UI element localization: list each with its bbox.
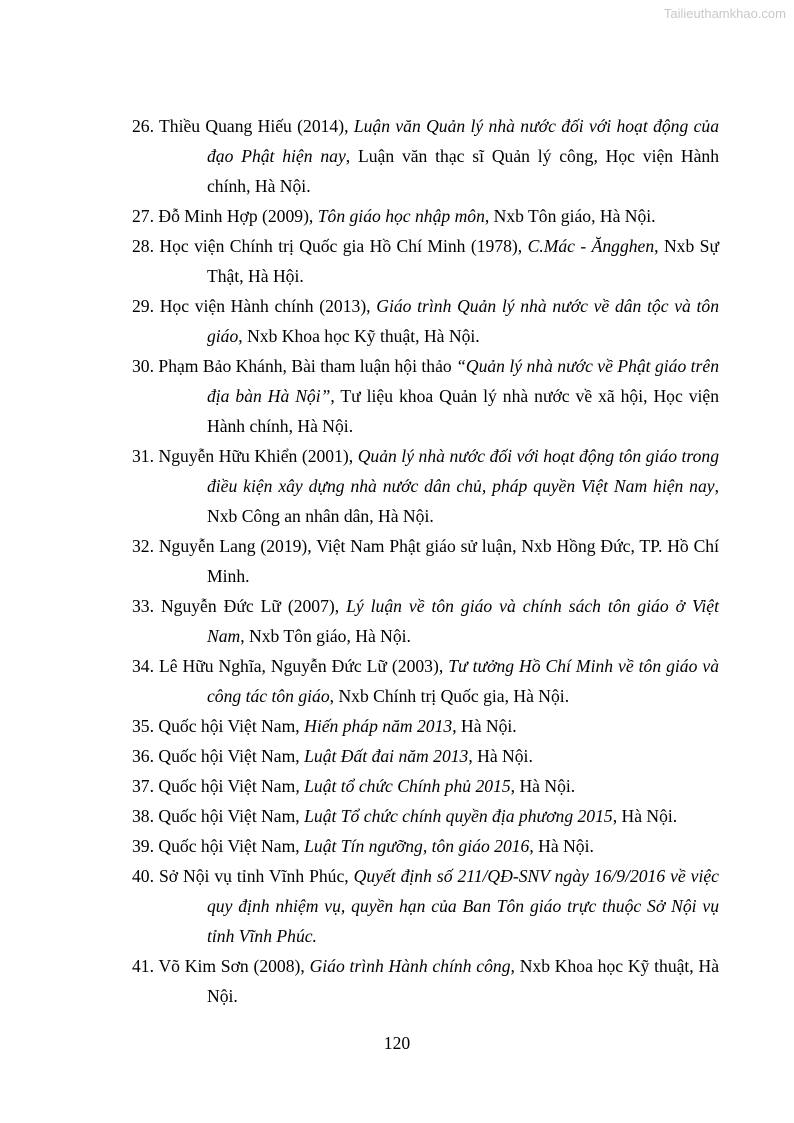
reference-text: Quốc hội Việt Nam,: [154, 746, 305, 766]
reference-text: , Nxb Sự Thật, Hà Hội.: [207, 236, 719, 286]
reference-number: 40.: [132, 866, 154, 886]
reference-number: 27.: [132, 206, 154, 226]
reference-item: [132, 111, 719, 201]
reference-item: [132, 831, 719, 861]
reference-text: Học viện Hành chính (2013),: [154, 296, 377, 316]
reference-number: 34.: [132, 656, 154, 676]
reference-title: Giáo trình Quản lý nhà nước về dân tộc và tôn giáo: [207, 296, 719, 346]
reference-item: [132, 651, 719, 711]
reference-number: 41.: [132, 956, 154, 976]
reference-title: Hiến pháp năm 2013: [304, 716, 453, 736]
reference-text: , Luận văn thạc sĩ Quản lý công, Học viện Hành chính, Hà Nội.: [207, 146, 719, 196]
reference-text: , Hà Nội.: [612, 806, 678, 826]
reference-title: Quản lý nhà nước đối với hoạt động tôn giáo trong điều kiện xây dựng nhà nước dân chủ, pháp quyền Việt Nam hiện nay: [207, 446, 719, 496]
reference-number: 38.: [132, 806, 154, 826]
reference-title: Lý luận về tôn giáo và chính sách tôn giáo ở Việt Nam: [207, 596, 719, 646]
reference-number: 36.: [132, 746, 154, 766]
watermark-text: Tailieuthamkhao.com: [663, 6, 786, 21]
reference-number: 32.: [132, 536, 154, 556]
reference-text: , Tư liệu khoa Quản lý nhà nước về xã hội, Học viện Hành chính, Hà Nội.: [207, 386, 719, 436]
reference-item: [132, 201, 719, 231]
reference-item: [132, 441, 719, 531]
reference-item: [132, 351, 719, 441]
reference-text: , Nxb Chính trị Quốc gia, Hà Nội.: [329, 686, 570, 706]
reference-text: Nguyễn Đức Lữ (2007),: [154, 596, 347, 616]
reference-text: , Nxb Tôn giáo, Hà Nội.: [484, 206, 656, 226]
reference-number: 35.: [132, 716, 154, 736]
reference-number: 39.: [132, 836, 154, 856]
reference-text: , Nxb Khoa học Kỹ thuật, Hà Nội.: [238, 326, 480, 346]
reference-text: Võ Kim Sơn (2008),: [154, 956, 310, 976]
reference-number: 29.: [132, 296, 154, 316]
reference-text: Phạm Bảo Khánh, Bài tham luận hội thảo: [154, 356, 457, 376]
reference-item: [132, 531, 719, 591]
reference-title: Quyết định số 211/QĐ-SNV ngày 16/9/2016 về việc quy định nhiệm vụ, quyền hạn của Ban Tôn giáo trực thuộc Sở Nội vụ tỉnh Vĩnh Phúc.: [207, 866, 719, 946]
reference-text: , Nxb Tôn giáo, Hà Nội.: [240, 626, 411, 646]
reference-text: , Hà Nội.: [452, 716, 517, 736]
reference-title: Giáo trình Hành chính công,: [309, 956, 515, 976]
reference-title: Tôn giáo học nhập môn: [317, 206, 485, 226]
reference-item: [132, 771, 719, 801]
reference-text: Lê Hữu Nghĩa, Nguyễn Đức Lữ (2003),: [154, 656, 449, 676]
reference-text: Quốc hội Việt Nam,: [154, 806, 305, 826]
reference-text: Nxb Khoa học Kỹ thuật, Hà Nội.: [207, 956, 720, 1006]
reference-number: 37.: [132, 776, 154, 796]
reference-text: Thiều Quang Hiếu (2014),: [154, 116, 354, 136]
reference-number: 31.: [132, 446, 154, 466]
reference-item: [132, 711, 719, 741]
reference-number: 30.: [132, 356, 154, 376]
reference-title: “Quản lý nhà nước về Phật giáo trên địa bàn Hà Nội”: [207, 356, 719, 406]
reference-title: , Luật tổ chức Chính phủ 2015: [295, 776, 511, 796]
reference-item: [132, 741, 719, 771]
reference-text: Quốc hội Việt Nam,: [154, 716, 305, 736]
reference-item: [132, 591, 719, 651]
reference-item: [132, 231, 719, 291]
reference-text: , Hà Nội.: [468, 746, 533, 766]
reference-number: 33.: [132, 596, 154, 616]
reference-title: Luật Tổ chức chính quyền địa phương 2015: [304, 806, 613, 826]
reference-text: Quốc hội Việt Nam,: [154, 836, 305, 856]
reference-text: Nguyễn Lang (2019), Việt Nam Phật giáo sử luận, Nxb Hồng Đức, TP. Hồ Chí Minh.: [154, 536, 719, 586]
reference-text: Quốc hội Việt Nam: [154, 776, 296, 796]
reference-title: Luận văn Quản lý nhà nước đối với hoạt động của đạo Phật hiện nay: [207, 116, 719, 166]
reference-item: [132, 861, 719, 951]
reference-text: Sở Nội vụ tỉnh Vĩnh Phúc,: [154, 866, 354, 886]
reference-text: Học viện Chính trị Quốc gia Hồ Chí Minh (1978),: [154, 236, 528, 256]
reference-number: 26.: [132, 116, 154, 136]
reference-title: Luật Đất đai năm 2013: [304, 746, 469, 766]
reference-list: [132, 111, 719, 1011]
reference-title: Tư tưởng Hồ Chí Minh về tôn giáo và công tác tôn giáo: [207, 656, 719, 706]
reference-text: , Hà Nội.: [529, 836, 594, 856]
reference-number: 28.: [132, 236, 154, 256]
reference-text: Nguyễn Hữu Khiển (2001),: [154, 446, 358, 466]
reference-title: C.Mác - Ăngghen: [527, 236, 655, 256]
reference-title: Luật Tín ngưỡng, tôn giáo 2016: [304, 836, 530, 856]
reference-item: [132, 801, 719, 831]
page-number: 120: [383, 1033, 411, 1053]
reference-item: [132, 291, 719, 351]
reference-text: Đỗ Minh Hợp (2009),: [154, 206, 318, 226]
reference-text: , Hà Nội.: [510, 776, 576, 796]
reference-text: , Nxb Công an nhân dân, Hà Nội.: [207, 476, 719, 526]
reference-item: [132, 951, 719, 1011]
